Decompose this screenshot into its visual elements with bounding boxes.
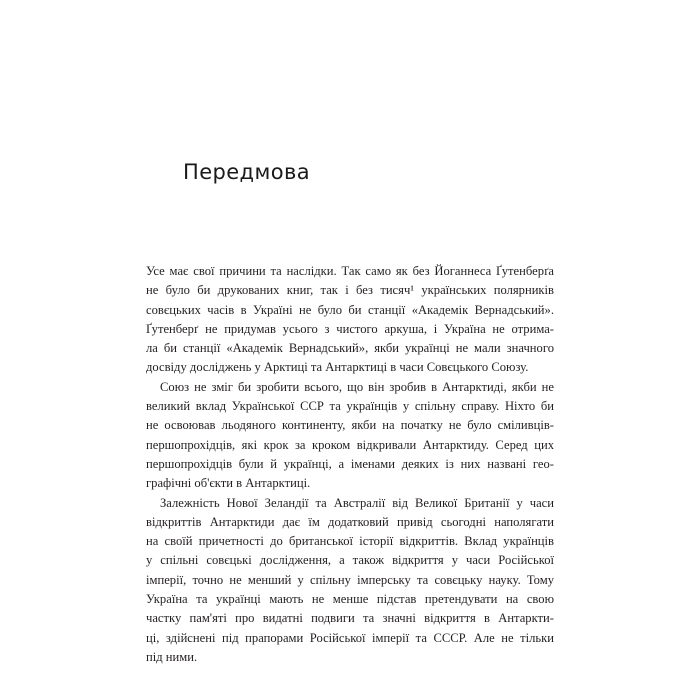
paragraph-1 xyxy=(146,262,554,378)
text-line: Ґутенберґ не придумав усього з чистого аркуша, і Україна не отрима- xyxy=(146,321,554,336)
text-line: ці, здійснені під прапорами Російської імперії та СССР. Але не тільки xyxy=(146,630,554,645)
text-line: імперії, точно не менший у спільну імперську та совєцьку науку. Тому xyxy=(146,572,554,587)
paragraph-2 xyxy=(146,378,554,494)
text-line: не було би друкованих книг, так і без тисяч¹ українських полярників xyxy=(146,283,554,298)
text-line: на своїй причетності до британської історії відкриттів. Вклад українців xyxy=(146,534,554,549)
text-line: першопрохідців були й українці, а іменами деяких із них названі гео- xyxy=(146,456,554,471)
text-line: досвіду досліджень у Арктиці та Антарктиці в часи Совєцького Союзу. xyxy=(146,360,529,375)
text-line: відкриттів Антарктиди дає їм додатковий привід сьогодні наполягати xyxy=(146,514,554,529)
text-line: під ними. xyxy=(146,649,198,664)
text-line: першопрохідців, які крок за кроком відкривали Антарктиду. Серед цих xyxy=(146,437,554,452)
paragraph-3 xyxy=(146,494,554,668)
text-line: частку пам'яті про видатні подвиги та значні відкриття в Антаркти- xyxy=(146,611,554,626)
text-line: Усе має свої причини та наслідки. Так само як без Йоганнеса Ґутенберґа xyxy=(146,264,554,278)
text-line: Союз не зміг би зробити всього, що він зробив в Антарктиді, якби не xyxy=(160,379,554,394)
text-line: не освоював льодяного континенту, якби на початку не було сміливців- xyxy=(146,418,554,433)
chapter-heading: Передмова xyxy=(183,160,311,184)
text-line: Україна та українці мають не менше підстав претендувати на свою xyxy=(146,592,554,607)
text-line: у спільні совєцькі дослідження, а також відкриття у часи Російської xyxy=(146,553,554,568)
text-line: великий вклад Української ССР та українців у спільну справу. Ніхто би xyxy=(146,399,554,414)
text-line: совєцьких часів в Україні не було би станції «Академік Вернадський». xyxy=(146,302,554,317)
text-line: ла би станції «Академік Вернадський», якби українці не мали значного xyxy=(146,341,554,356)
text-line: Залежність Нової Зеландії та Австралії від Великої Британії у часи xyxy=(160,495,554,510)
body-text xyxy=(146,262,554,667)
text-line: графічні об'єкти в Антарктиці. xyxy=(146,476,311,491)
